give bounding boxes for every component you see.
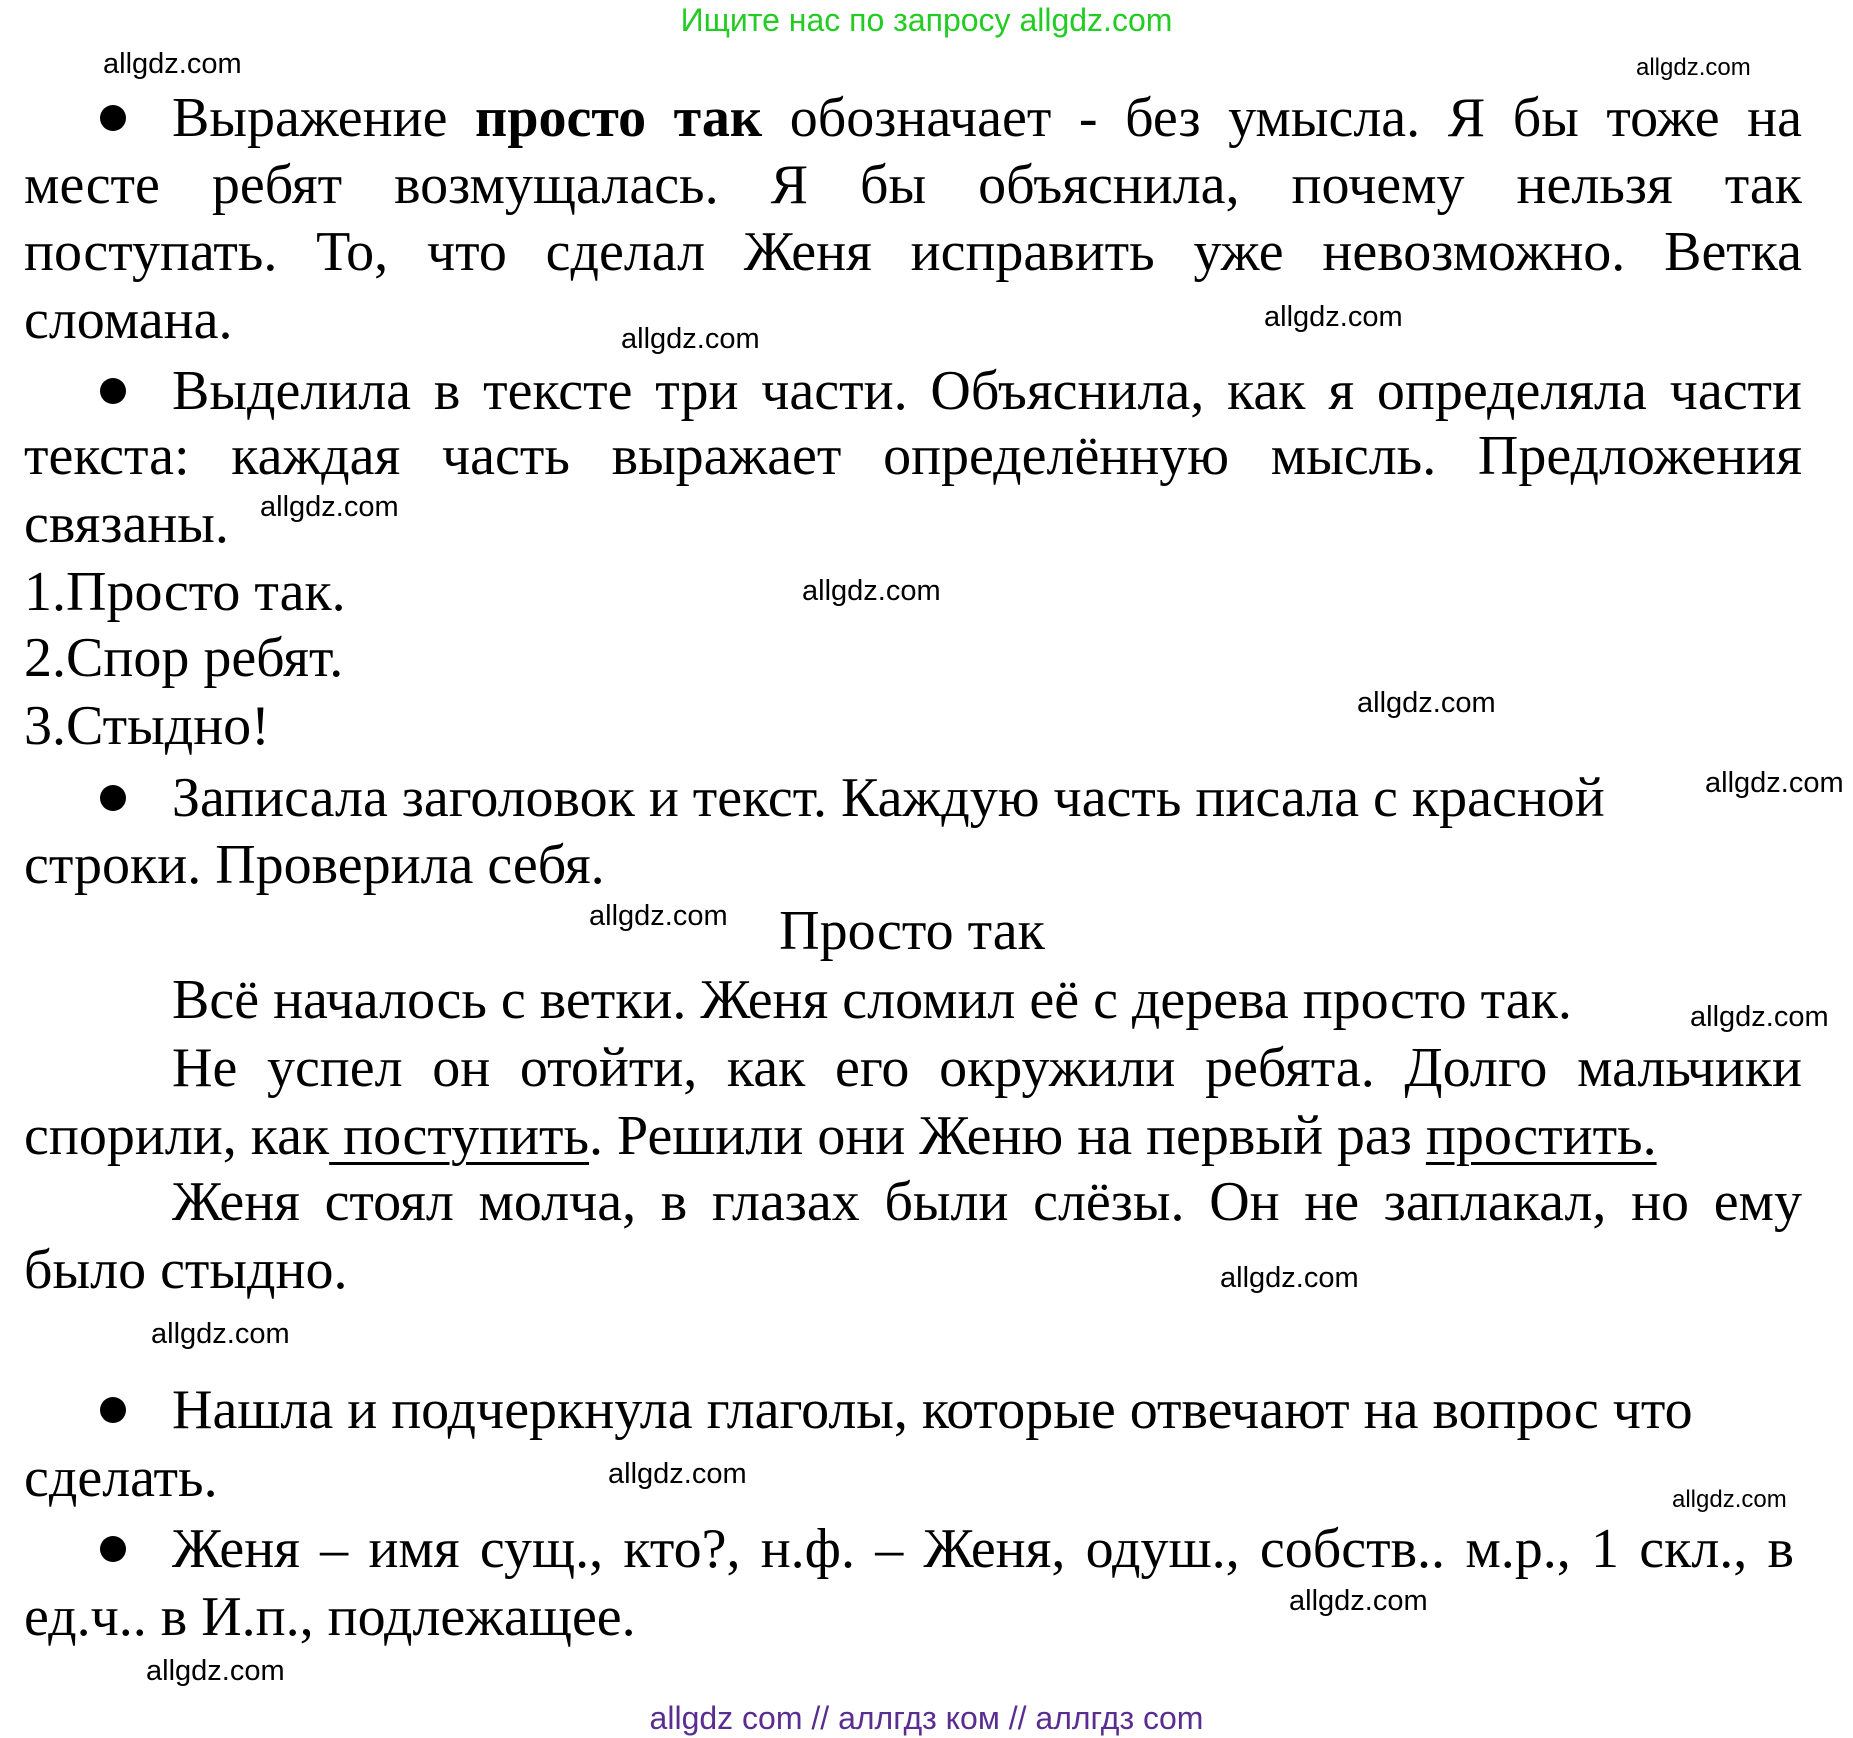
watermark: allgdz.com [608,1458,747,1490]
bullet-icon [100,1536,126,1562]
text-line: ед.ч.. в И.п., подлежащее. [24,1586,636,1648]
bullet-icon [100,785,126,811]
search-banner: Ищите нас по запросу allgdz.com [680,2,1173,38]
text-line: Всё началось с ветки. Женя сломил её с дерева просто так. [172,969,1572,1031]
watermark: allgdz.com [1264,301,1403,333]
text-segment: спорили, как [24,1105,330,1167]
bold-phrase: просто так [475,87,763,149]
bullet-icon [100,105,126,131]
text-line: Не успел он отойти, как его окружили ребята. Долго мальчики [172,1037,1802,1099]
watermark: allgdz.com [1690,1001,1829,1033]
watermark: allgdz.com [103,48,242,80]
bullet-icon [100,1397,126,1423]
watermark: allgdz.com [1220,1262,1359,1294]
watermark: allgdz.com [146,1655,285,1687]
text-line: строки. Проверила себя. [24,834,605,896]
bullet-icon [100,378,126,404]
watermark: allgdz.com [589,900,728,932]
list-item: 3.Стыдно! [24,695,270,757]
watermark: allgdz.com [1289,1585,1428,1617]
list-item: 2.Спор ребят. [24,627,344,689]
watermark: allgdz.com [621,323,760,355]
watermark: allgdz.com [1357,687,1496,719]
text-segment: обозначает - без умысла. Я бы тоже на [762,87,1802,149]
list-item: 1.Просто так. [24,561,346,623]
story-title: Просто так [779,900,1045,962]
watermark: allgdz.com [802,575,941,607]
text-segment: . Решили они Женю на первый раз [589,1105,1426,1167]
text-line: Выделила в тексте три части. Объяснила, как я определяла части [172,360,1802,422]
text-line: Женя стоял молча, в глазах были слёзы. Он не заплакал, но ему [172,1171,1802,1233]
text-line: Записала заголовок и текст. Каждую часть писала с красной [172,767,1605,829]
text-line [24,1105,1657,1167]
underlined-verb: поступить [329,1105,590,1167]
watermark: allgdz.com [260,491,399,523]
text-line: Женя – имя сущ., кто?, н.ф. – Женя, одуш., собств.. м.р., 1 скл., в [172,1518,1794,1580]
footer-banner: allgdz com // аллгдз ком // аллгдз com [649,1700,1204,1736]
text-line: месте ребят возмущалась. Я бы объяснила, почему нельзя так [24,154,1802,216]
text-segment: Выражение [172,87,476,149]
watermark: allgdz.com [1636,54,1751,81]
underlined-verb: простить. [1425,1105,1657,1167]
text-line: текста: каждая часть выражает определённую мысль. Предложения [24,425,1802,487]
text-line: было стыдно. [24,1239,348,1301]
text-line: связаны. [24,493,229,555]
text-line: сделать. [24,1447,218,1509]
watermark: allgdz.com [1672,1486,1787,1513]
text-line: Нашла и подчеркнула глаголы, которые отвечают на вопрос что [172,1379,1693,1441]
watermark: allgdz.com [1705,767,1844,799]
watermark: allgdz.com [151,1318,290,1350]
text-line: поступать. То, что сделал Женя исправить уже невозможно. Ветка [24,221,1802,283]
text-line [172,87,1802,149]
text-line: сломана. [24,289,233,351]
